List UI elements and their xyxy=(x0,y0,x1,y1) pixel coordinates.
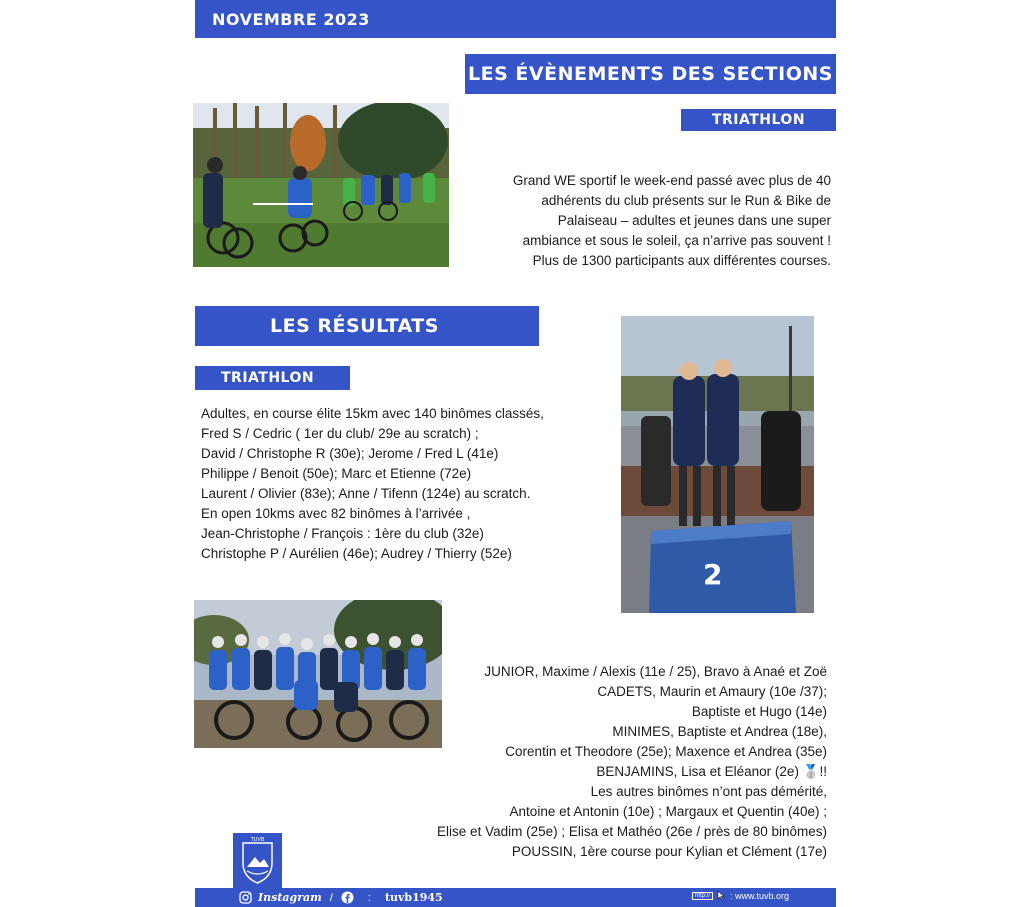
youth-result-line: Corentin et Theodore (25e); Maxence et Andrea (35e) xyxy=(505,744,827,759)
events-triathlon-label: TRIATHLON xyxy=(711,112,806,128)
events-paragraph-line: Palaiseau – adultes et jeunes dans une super xyxy=(557,213,831,228)
month-banner xyxy=(195,0,836,38)
events-paragraph-line: Plus de 1300 participants aux différentes courses. xyxy=(532,253,831,268)
youth-result-line: Antoine et Antonin (10e) ; Margaux et Quentin (40e) ; xyxy=(509,804,827,819)
results-triathlon-label: TRIATHLON xyxy=(221,370,315,386)
podium-photo xyxy=(621,316,814,613)
events-paragraph-line: ambiance et sous le soleil, ça n’arrive pas souvent ! xyxy=(522,233,831,248)
events-paragraph-line: adhérents du club présents sur le Run & Bike de xyxy=(541,193,831,208)
adult-result-line: Jean-Christophe / François : 1ère du club (32e) xyxy=(201,526,484,541)
youth-result-line: CADETS, Maurin et Amaury (10e /37); xyxy=(597,684,827,699)
youth-result-line: JUNIOR, Maxime / Alexis (11e / 25), Bravo à Anaé et Zoë xyxy=(484,664,827,679)
adult-result-line: David / Christophe R (30e); Jerome / Fred L (41e) xyxy=(201,446,499,461)
youth-result-line: Les autres binômes n’ont pas démérité, xyxy=(590,784,827,799)
events-paragraph-line: Grand WE sportif le week-end passé avec plus de 40 xyxy=(512,173,831,188)
youth-result-line: MINIMES, Baptiste et Andrea (18e), xyxy=(612,724,827,739)
run-and-bike-photo xyxy=(193,103,449,267)
youth-result-line: POUSSIN, 1ère course pour Kylian et Clément (17e) xyxy=(511,844,827,859)
club-logo-text: TUVB xyxy=(250,837,265,843)
website-url: : www.tuvb.org xyxy=(730,890,790,901)
youth-results xyxy=(380,662,827,862)
facebook-icon[interactable] xyxy=(341,891,354,904)
footer-bar xyxy=(195,888,836,907)
social-handle[interactable]: tuvb1945 xyxy=(384,891,443,904)
results-triathlon-banner xyxy=(195,366,350,390)
month-label: NOVEMBRE 2023 xyxy=(212,9,370,29)
adult-result-line: Laurent / Olivier (83e); Anne / Tifenn (124e) au scratch. xyxy=(201,486,531,501)
footer-separator: / xyxy=(329,891,333,904)
events-triathlon-banner xyxy=(681,109,836,131)
adult-result-line: Adultes, en course élite 15km avec 140 binômes classés, xyxy=(201,406,544,421)
events-paragraph xyxy=(470,171,831,271)
results-title: LES RÉSULTATS xyxy=(270,315,439,337)
adult-result-line: Fred S / Cedric ( 1er du club/ 29e au scratch) ; xyxy=(201,426,479,441)
adult-results xyxy=(201,404,601,564)
url-badge: http:// xyxy=(692,892,713,900)
youth-result-line: Baptiste et Hugo (14e) xyxy=(691,704,827,719)
instagram-icon xyxy=(239,891,252,904)
youth-result-line: BENJAMINS, Lisa et Eléanor (2e) 🥈!! xyxy=(596,764,827,779)
footer-colon: : xyxy=(367,891,371,904)
youth-result-line: Elise et Vadim (25e) ; Elisa et Mathéo (26e / près de 80 binômes) xyxy=(437,824,827,839)
events-section-banner xyxy=(465,54,836,94)
events-title: LES ÉVÈNEMENTS DES SECTIONS xyxy=(468,63,833,85)
instagram-label: Instagram xyxy=(258,891,322,904)
cursor-icon xyxy=(717,890,726,901)
adult-result-line: Philippe / Benoit (50e); Marc et Etienne (72e) xyxy=(201,466,472,481)
adult-result-line: Christophe P / Aurélien (46e); Audrey / Thierry (52e) xyxy=(201,546,512,561)
club-logo xyxy=(233,833,282,888)
club-crest-icon xyxy=(233,833,282,888)
adult-result-line: En open 10kms avec 82 binômes à l’arrivée , xyxy=(201,506,471,521)
podium-number: 2 xyxy=(703,558,723,591)
results-banner xyxy=(195,306,539,346)
website-link[interactable] xyxy=(692,890,789,901)
instagram-link[interactable] xyxy=(239,891,322,904)
